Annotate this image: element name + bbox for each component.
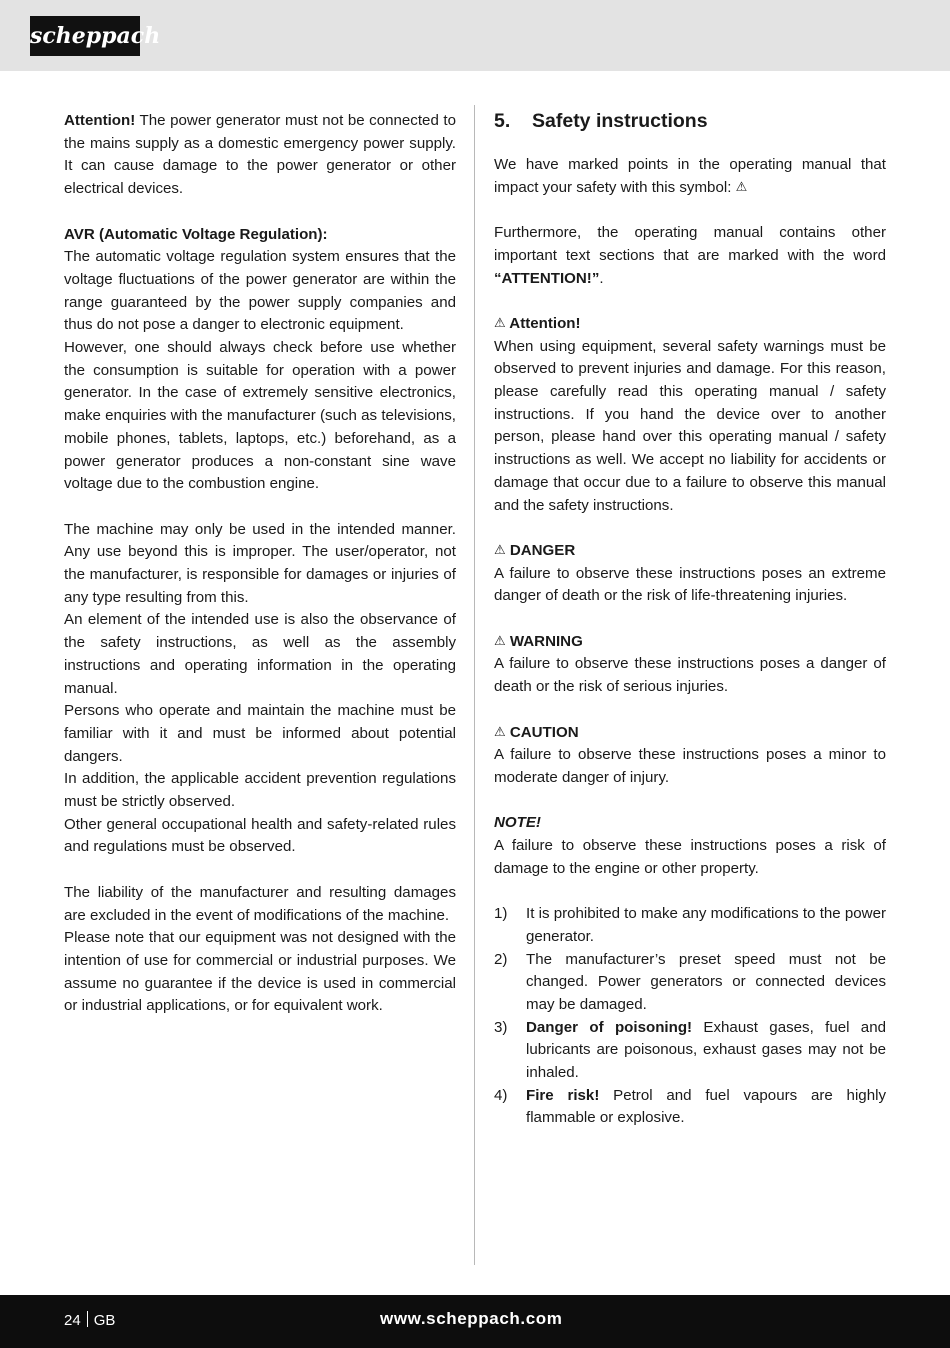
intro2-end: . xyxy=(599,269,604,287)
intro-text: We have marked points in the operating manual that impact your safety with this symbol: xyxy=(494,156,886,196)
caution-label: CAUTION xyxy=(509,723,579,741)
attention-text: The power generator must not be connected to the mains supply as a domestic emergency power supply. It can cause damage to the power generator or other electrical devices. xyxy=(64,112,456,198)
warning-triangle-icon: ⚠ xyxy=(494,314,506,330)
warning-triangle-icon: ⚠ xyxy=(735,178,748,194)
attention-label: Attention! xyxy=(64,112,136,129)
list-item-number: 4) xyxy=(494,1086,508,1104)
list-item xyxy=(494,1017,886,1085)
attention-heading xyxy=(494,313,886,336)
left-column xyxy=(64,110,456,1018)
intro2-paragraph xyxy=(494,222,886,290)
caution-body: A failure to observe these instructions poses a minor to moderate danger of injury. xyxy=(494,746,886,786)
liability-paragraph-2: Please note that our equipment was not designed with the intention of use for commercial or industrial purposes. We assume no guarantee if the device is used in commercial or industrial applications, or for equivalent work. xyxy=(64,929,456,1015)
list-item-number: 3) xyxy=(494,1018,508,1036)
safety-list xyxy=(494,903,886,1130)
list-item-bold: Danger of poisoning! xyxy=(526,1018,693,1036)
avr-heading: AVR (Automatic Voltage Regulation): xyxy=(64,225,328,243)
intro-paragraph xyxy=(494,154,886,199)
intended-use-paragraph-2: An element of the intended use is also the observance of the safety instructions, as well as the assembly instructions and operating information in the operating manual. xyxy=(64,611,456,697)
intended-use-paragraph-4: In addition, the applicable accident prevention regulations must be strictly observed. xyxy=(64,770,456,811)
note-heading: NOTE! xyxy=(494,814,541,832)
warning-triangle-icon: ⚠ xyxy=(494,723,506,739)
caution-heading xyxy=(494,722,886,745)
liability-paragraph-1: The liability of the manufacturer and resulting damages are excluded in the event of modifications of the machine. xyxy=(64,883,456,924)
warning-heading xyxy=(494,631,886,654)
section-number: 5. xyxy=(494,110,511,132)
list-item-number: 1) xyxy=(494,905,508,923)
list-item-number: 2) xyxy=(494,950,508,968)
list-item-text: It is prohibited to make any modifications to the power generator. xyxy=(526,905,886,945)
page-footer xyxy=(0,1295,950,1348)
intro2-attention-word: “ATTENTION!” xyxy=(494,269,600,287)
attention-body: When using equipment, several safety warnings must be observed to prevent injuries and damage. For this reason, please carefully read this operating manual / safety instructions. If you hand the device over to another person, please hand over this operating manual / safety instructions as well. We accept no liability for accidents or damage that occur due to a failure to observe this manual and the safety instructions. xyxy=(494,337,886,514)
list-item xyxy=(494,903,886,948)
attention-heading-label: Attention! xyxy=(509,314,581,332)
intended-use-paragraph-1: The machine may only be used in the intended manner. Any use beyond this is improper. The user/operator, not the manufacturer, is responsible for damages or injuries of any type resulting from this. xyxy=(64,520,456,606)
avr-paragraph-2: However, one should always check before use whether the consumption is suitable for operation with a power generator. In the case of extremely sensitive electronics, make enquiries with the manufacturer (such as televisions, mobile phones, tablets, laptops, etc.) beforehand, as a power generator produces a non-constant sine wave voltage due to the combustion engine. xyxy=(64,339,456,493)
danger-heading xyxy=(494,540,886,563)
language-code: GB xyxy=(93,1312,116,1329)
attention-paragraph xyxy=(64,110,456,201)
intended-use-paragraph-3: Persons who operate and maintain the machine must be familiar with it and must be informed about potential dangers. xyxy=(64,702,456,765)
avr-paragraph: The automatic voltage regulation system ensures that the voltage fluctuations of the power generator are within the range guaranteed by the power supply companies and thus do not pose a danger to electronic equipment. xyxy=(64,248,456,334)
footer-separator xyxy=(87,1311,88,1327)
danger-label: DANGER xyxy=(509,541,576,559)
warning-triangle-icon: ⚠ xyxy=(494,632,506,648)
right-column xyxy=(494,110,886,1130)
warning-body: A failure to observe these instructions poses a danger of death or the risk of serious injuries. xyxy=(494,655,886,696)
section-title-text: Safety instructions xyxy=(532,110,708,132)
column-divider xyxy=(474,105,475,1265)
danger-body: A failure to observe these instructions poses an extreme danger of death or the risk of life-threatening injuries. xyxy=(494,564,886,605)
intro2-text: Furthermore, the operating manual contains other important text sections that are marked with the word xyxy=(494,224,886,264)
section-title xyxy=(494,110,886,132)
list-item xyxy=(494,949,886,1017)
list-item xyxy=(494,1085,886,1130)
warning-label: WARNING xyxy=(509,632,583,650)
note-body: A failure to observe these instructions poses a risk of damage to the engine or other property. xyxy=(494,837,886,877)
list-item-bold: Fire risk! xyxy=(526,1086,600,1104)
list-item-text: Petrol and fuel vapours are highly flammable or explosive. xyxy=(526,1086,886,1127)
scheppach-logo: scheppach xyxy=(30,16,140,56)
list-item-text: Exhaust gases, fuel and lubricants are poisonous, exhaust gases may not be inhaled. xyxy=(526,1018,886,1082)
page-number: 24 xyxy=(64,1312,81,1329)
website-link[interactable]: www.scheppach.com xyxy=(380,1309,563,1328)
intended-use-paragraph-5: Other general occupational health and safety-related rules and regulations must be observed. xyxy=(64,815,456,856)
page-indicator xyxy=(64,1311,115,1331)
list-item-text: The manufacturer’s preset speed must not be changed. Power generators or connected devices may be damaged. xyxy=(526,950,886,1013)
page-header xyxy=(0,0,950,71)
warning-triangle-icon: ⚠ xyxy=(494,541,506,557)
